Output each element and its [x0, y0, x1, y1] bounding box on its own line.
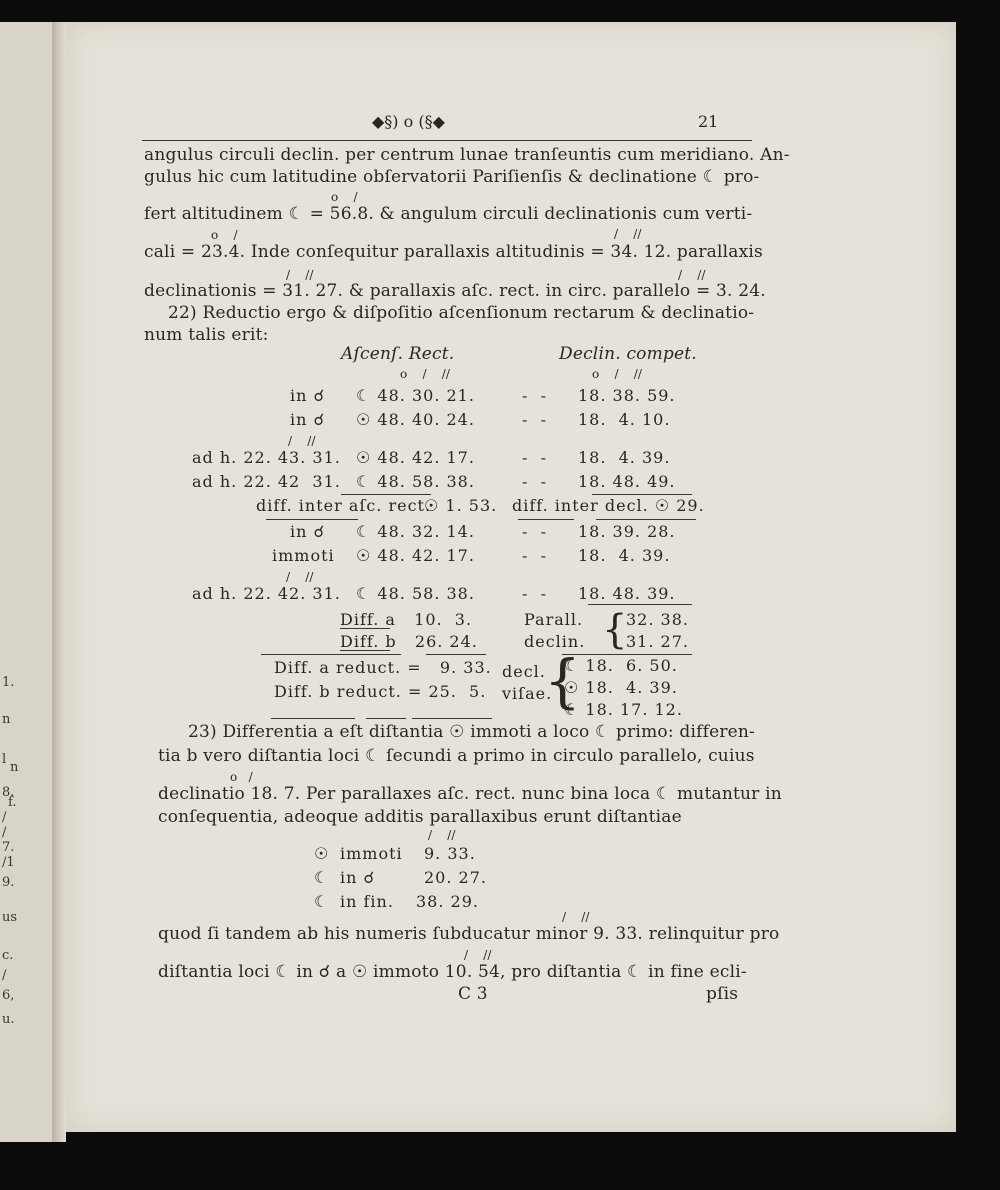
- declination-label: decl.: [502, 662, 546, 681]
- margin-fragment: c.: [2, 948, 14, 963]
- parallax-label: Parall.: [524, 610, 584, 629]
- list-item-value: 9. 33.: [424, 844, 476, 863]
- table-cell: ☉ 48. 42. 17.: [356, 448, 475, 467]
- table-cell: - -: [522, 448, 547, 467]
- list-item-value: 20. 27.: [424, 868, 487, 887]
- margin-fragment: /: [2, 810, 7, 825]
- margin-fragment: us: [2, 910, 18, 925]
- table-rule: [261, 654, 401, 655]
- table-row-label: immoti: [272, 546, 335, 565]
- table-rule: [426, 654, 486, 655]
- table-rule: [518, 519, 574, 520]
- table-rule: [340, 628, 390, 629]
- time-marks: / //: [286, 570, 314, 584]
- margin-fragment: u.: [2, 1012, 15, 1027]
- table-cell: ☾ 48. 30. 21.: [356, 386, 475, 405]
- table-row-label: ad h. 22. 42. 31.: [192, 584, 341, 603]
- table-rule: [340, 650, 390, 651]
- table-row-label: in ☌: [290, 386, 326, 405]
- table-cell: - -: [522, 472, 547, 491]
- table-cell: - -: [522, 546, 547, 565]
- degree-marks: o /: [331, 190, 358, 204]
- unit-marks: o / //: [592, 367, 642, 381]
- minute-marks: / //: [464, 948, 492, 962]
- text-line: 22) Reductio ergo & diſpoſitio aſcenſionum rectarum & declinatio-: [168, 303, 755, 323]
- visible-declination: ☾ 18. 6. 50.: [564, 656, 678, 675]
- text-line: quod ſi tandem ab his numeris ſubducatur minor 9. 33. relinquitur pro: [158, 924, 780, 944]
- text-line: diſtantia loci ☾ in ☌ a ☉ immoto 10. 54, pro diſtantia ☾ in fine ecli-: [158, 962, 747, 982]
- table-cell: - -: [522, 410, 547, 429]
- margin-fragment: l: [2, 752, 7, 767]
- table-rule: [366, 718, 406, 719]
- degree-marks: / //: [614, 227, 642, 241]
- difference-b: Diff. b 26. 24.: [340, 632, 478, 651]
- table-cell: - -: [522, 522, 547, 541]
- table-cell: 18. 38. 59.: [578, 386, 676, 405]
- margin-fragment: /: [2, 968, 7, 983]
- table-rule: [592, 494, 692, 495]
- table-cell: 18. 39. 28.: [578, 522, 676, 541]
- text-line: cali = 23.4. Inde conſequitur parallaxis altitudinis = 34. 12. parallaxis: [144, 242, 763, 262]
- catchword: pſis: [706, 984, 739, 1004]
- margin-fragment: 7.: [2, 840, 15, 855]
- table-cell: - -: [522, 386, 547, 405]
- degree-marks: o /: [230, 770, 253, 784]
- table-cell: 18. 4. 10.: [578, 410, 671, 429]
- table-rule: [412, 718, 492, 719]
- unit-marks: o / //: [400, 367, 450, 381]
- table-cell: diff. inter decl. ☉ 29.: [512, 496, 705, 515]
- table-cell: ☉ 1. 53.: [424, 496, 498, 515]
- text-line: conſequentia, adeoque additis parallaxibus erunt diſtantiae: [158, 807, 682, 827]
- table-cell: ☉ 48. 40. 24.: [356, 410, 475, 429]
- time-marks: / //: [288, 434, 316, 448]
- minute-marks: / //: [562, 910, 590, 924]
- difference-b-reduced: Diff. b reduct. = 25. 5.: [274, 682, 487, 701]
- parallax-value: 32. 38.: [626, 610, 689, 629]
- list-item-label: in ☌: [340, 868, 376, 887]
- brace: {: [602, 607, 628, 653]
- list-item-symbol: ☉: [314, 844, 330, 863]
- text-line: gulus hic cum latitudine obſervatorii Pariſienſis & declinatione ☾ pro-: [144, 167, 760, 187]
- margin-fragment: 1.: [2, 675, 15, 690]
- parallax-value: 31. 27.: [626, 632, 689, 651]
- page-gutter: [52, 22, 66, 1142]
- column-heading-declination: Declin. compet.: [559, 344, 697, 364]
- difference-a: Diff. a 10. 3.: [340, 610, 473, 629]
- list-item-symbol: ☾: [314, 868, 330, 887]
- list-item-symbol: ☾: [314, 892, 330, 911]
- text-line: declinationis = 31. 27. & parallaxis aſc. rect. in circ. parallelo = 3. 24.: [144, 281, 766, 301]
- margin-fragment: f.: [8, 795, 17, 810]
- list-item-label: immoti: [340, 844, 403, 863]
- margin-fragment: 6,: [2, 988, 15, 1003]
- degree-marks: / //: [286, 268, 314, 282]
- table-cell: - -: [522, 584, 547, 603]
- list-item-label: in fin.: [340, 892, 394, 911]
- margin-fragment: n: [10, 760, 19, 775]
- book-page: [66, 22, 956, 1132]
- list-item-value: 38. 29.: [416, 892, 479, 911]
- text-line: fert altitudinem ☾ = 56.8. & angulum circuli declinationis cum verti-: [144, 204, 753, 224]
- parallax-label: declin.: [524, 632, 586, 651]
- visible-declination: ☉ 18. 4. 39.: [564, 678, 678, 697]
- table-cell: ☉ 48. 42. 17.: [356, 546, 475, 565]
- table-row-label: in ☌: [290, 522, 326, 541]
- table-rule: [588, 604, 692, 605]
- margin-fragment: 8.: [2, 785, 15, 800]
- degree-marks: / //: [678, 268, 706, 282]
- table-cell: 18. 48. 39.: [578, 584, 676, 603]
- margin-fragment: /: [2, 825, 7, 840]
- table-cell: ☾ 48. 32. 14.: [356, 522, 475, 541]
- degree-marks: o /: [211, 228, 238, 242]
- table-row-label: ad h. 22. 43. 31.: [192, 448, 341, 467]
- table-rule: [562, 654, 692, 655]
- table-row-label: diff. inter aſc. rect.: [256, 496, 432, 515]
- text-line: angulus circuli declin. per centrum lunae tranſeuntis cum meridiano. An-: [144, 145, 790, 165]
- table-rule: [596, 519, 696, 520]
- table-cell: 18. 48. 49.: [578, 472, 676, 491]
- text-line: num talis erit:: [144, 325, 269, 345]
- visible-declination: ☾ 18. 17. 12.: [564, 700, 683, 719]
- declination-label: viſae.: [502, 684, 553, 703]
- margin-fragment: 9.: [2, 875, 15, 890]
- text-line: tia b vero diſtantia loci ☾ ſecundi a primo in circulo parallelo, cuius: [158, 746, 755, 766]
- margin-fragment: /1: [2, 855, 15, 870]
- table-cell: 18. 4. 39.: [578, 448, 671, 467]
- brace: {: [544, 647, 581, 715]
- header-rule: [142, 140, 752, 141]
- header-ornament: ◆§) o (§◆: [372, 112, 445, 131]
- table-rule: [271, 718, 355, 719]
- table-cell: ☾ 48. 58. 38.: [356, 584, 475, 603]
- table-rule: [266, 519, 358, 520]
- table-cell: ☾ 48. 58. 38.: [356, 472, 475, 491]
- column-heading-ascension: Aſcenſ. Rect.: [341, 344, 455, 364]
- difference-a-reduced: Diff. a reduct. = 9. 33.: [274, 658, 492, 677]
- minute-marks: / //: [428, 828, 456, 842]
- text-line: declinatio 18. 7. Per parallaxes aſc. rect. nunc bina loca ☾ mutantur in: [158, 784, 782, 804]
- margin-fragment: n: [2, 712, 11, 727]
- signature-mark: C 3: [458, 984, 488, 1004]
- text-line: 23) Differentia a eſt diſtantia ☉ immoti a loco ☾ primo: differen-: [188, 722, 756, 742]
- table-row-label: in ☌: [290, 410, 326, 429]
- table-rule: [341, 494, 431, 495]
- page-number: 21: [698, 112, 719, 131]
- table-cell: 18. 4. 39.: [578, 546, 671, 565]
- table-row-label: ad h. 22. 42 31.: [192, 472, 341, 491]
- facing-page-edge: [0, 22, 52, 1142]
